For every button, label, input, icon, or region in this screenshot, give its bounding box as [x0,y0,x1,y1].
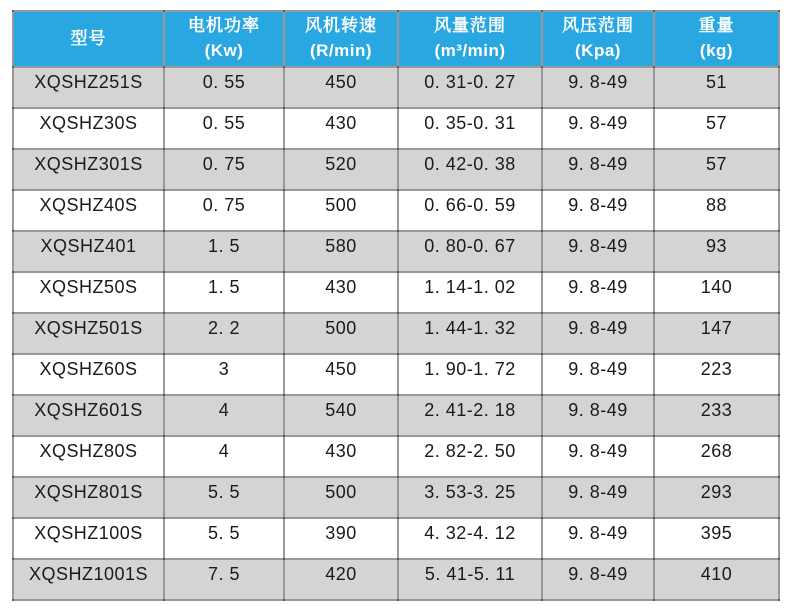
cell-motor-power: 4 [164,395,284,436]
cell-weight: 93 [654,231,779,272]
cell-motor-power: 4 [164,436,284,477]
cell-fan-speed: 520 [284,149,398,190]
cell-fan-speed: 500 [284,313,398,354]
cell-weight: 140 [654,272,779,313]
cell-fan-speed: 540 [284,395,398,436]
column-header-motor-power [164,11,284,67]
cell-air-volume-range: 1. 44-1. 32 [398,313,542,354]
cell-model: XQSHZ301S [13,149,164,190]
cell-fan-speed: 450 [284,67,398,108]
cell-air-volume-range: 5. 41-5. 11 [398,559,542,600]
cell-motor-power: 0. 75 [164,190,284,231]
cell-model: XQSHZ601S [13,395,164,436]
cell-fan-speed: 500 [284,477,398,518]
table-row [13,231,779,272]
cell-air-pressure-range: 9. 8-49 [542,559,654,600]
cell-weight: 51 [654,67,779,108]
cell-model: XQSHZ1001S [13,559,164,600]
table-row [13,354,779,395]
cell-air-volume-range: 2. 82-2. 50 [398,436,542,477]
cell-air-volume-range: 0. 31-0. 27 [398,67,542,108]
cell-air-pressure-range: 9. 8-49 [542,67,654,108]
cell-air-pressure-range: 9. 8-49 [542,313,654,354]
cell-model: XQSHZ60S [13,354,164,395]
table-row [13,436,779,477]
cell-model: XQSHZ251S [13,67,164,108]
column-header-unit: (R/min) [309,41,373,60]
cell-air-pressure-range: 9. 8-49 [542,354,654,395]
column-header-unit: (Kw) [204,41,244,60]
cell-fan-speed: 450 [284,354,398,395]
cell-weight: 410 [654,559,779,600]
cell-weight: 395 [654,518,779,559]
table-row [13,272,779,313]
cell-air-volume-range: 4. 32-4. 12 [398,518,542,559]
column-header-unit: (kg) [699,41,734,60]
column-header-label: 重量 [698,16,735,36]
cell-motor-power: 7. 5 [164,559,284,600]
cell-weight: 57 [654,108,779,149]
table-row [13,559,779,600]
cell-model: XQSHZ30S [13,108,164,149]
table-row [13,190,779,231]
cell-motor-power: 0. 75 [164,149,284,190]
column-header-air-volume-range [398,11,542,67]
cell-air-volume-range: 1. 14-1. 02 [398,272,542,313]
column-header-air-pressure-range [542,11,654,67]
cell-motor-power: 5. 5 [164,518,284,559]
cell-air-pressure-range: 9. 8-49 [542,518,654,559]
column-header-weight [654,11,779,67]
column-header-label: 风量范围 [434,16,506,36]
fan-spec-table [12,10,780,601]
column-header-unit: (Kpa) [575,41,621,60]
cell-weight: 147 [654,313,779,354]
cell-motor-power: 5. 5 [164,477,284,518]
cell-motor-power: 0. 55 [164,67,284,108]
column-header-fan-speed [284,11,398,67]
table-row [13,149,779,190]
cell-model: XQSHZ501S [13,313,164,354]
cell-weight: 57 [654,149,779,190]
column-header-label: 型号 [70,28,107,48]
table-body [13,67,779,600]
cell-weight: 88 [654,190,779,231]
cell-air-pressure-range: 9. 8-49 [542,477,654,518]
cell-air-volume-range: 0. 35-0. 31 [398,108,542,149]
cell-fan-speed: 430 [284,272,398,313]
cell-fan-speed: 500 [284,190,398,231]
cell-weight: 268 [654,436,779,477]
cell-air-volume-range: 0. 66-0. 59 [398,190,542,231]
column-header-label: 电机功率 [188,16,260,36]
cell-motor-power: 1. 5 [164,272,284,313]
table-header-row [13,11,779,67]
cell-air-volume-range: 2. 41-2. 18 [398,395,542,436]
cell-model: XQSHZ100S [13,518,164,559]
cell-motor-power: 2. 2 [164,313,284,354]
cell-weight: 293 [654,477,779,518]
cell-model: XQSHZ801S [13,477,164,518]
cell-fan-speed: 580 [284,231,398,272]
cell-air-volume-range: 0. 42-0. 38 [398,149,542,190]
cell-weight: 233 [654,395,779,436]
cell-motor-power: 3 [164,354,284,395]
cell-air-pressure-range: 9. 8-49 [542,190,654,231]
column-header-model [13,11,164,67]
cell-air-pressure-range: 9. 8-49 [542,231,654,272]
cell-air-volume-range: 3. 53-3. 25 [398,477,542,518]
table-row [13,477,779,518]
table-row [13,313,779,354]
table-row [13,67,779,108]
cell-air-volume-range: 1. 90-1. 72 [398,354,542,395]
cell-air-pressure-range: 9. 8-49 [542,149,654,190]
table-row [13,108,779,149]
cell-motor-power: 0. 55 [164,108,284,149]
cell-fan-speed: 390 [284,518,398,559]
column-header-label: 风机转速 [305,16,377,36]
cell-air-pressure-range: 9. 8-49 [542,272,654,313]
cell-fan-speed: 430 [284,436,398,477]
cell-model: XQSHZ50S [13,272,164,313]
cell-motor-power: 1. 5 [164,231,284,272]
cell-weight: 223 [654,354,779,395]
cell-air-pressure-range: 9. 8-49 [542,108,654,149]
cell-model: XQSHZ80S [13,436,164,477]
cell-model: XQSHZ401 [13,231,164,272]
cell-model: XQSHZ40S [13,190,164,231]
column-header-unit: (m³/min) [434,41,506,60]
cell-fan-speed: 420 [284,559,398,600]
table-row [13,518,779,559]
cell-air-pressure-range: 9. 8-49 [542,436,654,477]
table-row [13,395,779,436]
cell-air-volume-range: 0. 80-0. 67 [398,231,542,272]
column-header-label: 风压范围 [562,16,634,36]
cell-fan-speed: 430 [284,108,398,149]
cell-air-pressure-range: 9. 8-49 [542,395,654,436]
